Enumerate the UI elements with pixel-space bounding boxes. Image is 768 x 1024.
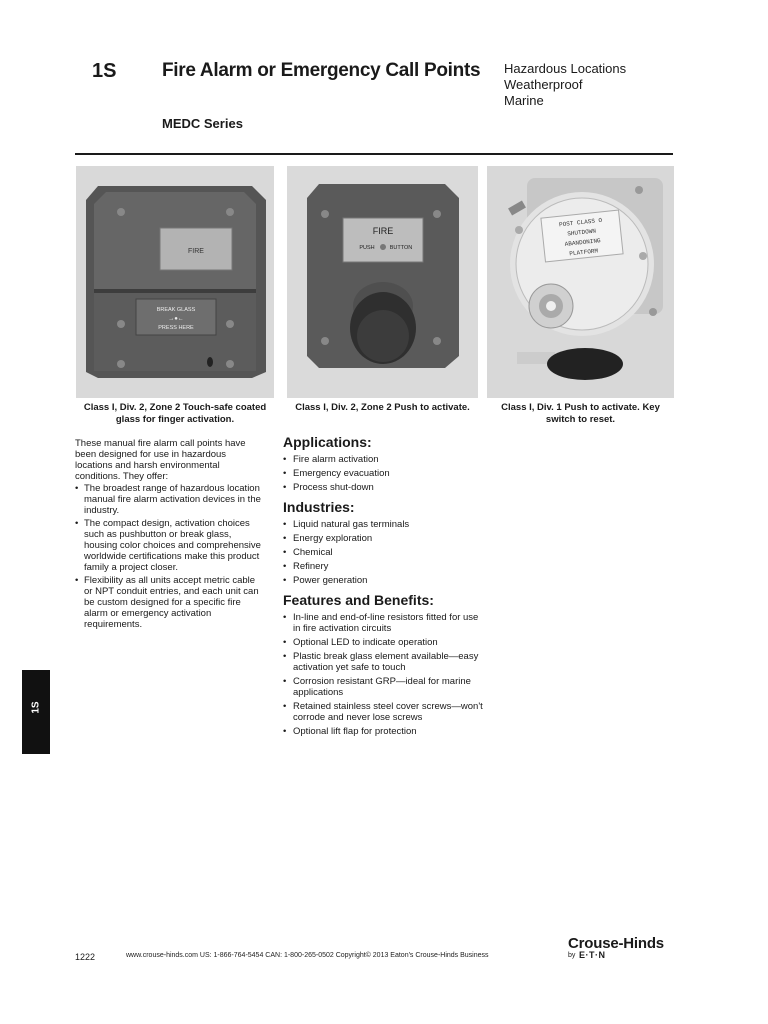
intro-bullet: • The broadest range of hazardous location manual fire alarm activation devices in the industry. <box>75 483 265 516</box>
applications-item: • Fire alarm activation <box>283 454 483 465</box>
applications-heading: Applications: <box>283 434 372 450</box>
brand-logo: Crouse-Hinds <box>568 935 664 952</box>
caption-pushbutton: Class I, Div. 2, Zone 2 Push to activate. <box>295 402 470 413</box>
page-number: 1222 <box>75 952 96 962</box>
features-item: • Plastic break glass element available—easy activation yet safe to touch <box>283 651 483 673</box>
industries-item: • Liquid natural gas terminals <box>283 519 483 530</box>
photo-3-plate-line-3: ABANDONING <box>564 237 601 248</box>
location-hazardous: Hazardous Locations <box>504 61 627 76</box>
intro-list <box>75 483 265 630</box>
footer-contact-line: www.crouse-hinds.com US: 1-866-764-5454 CAN: 1-800-265-0502 Copyright© 2013 Eaton's Crouse-Hinds Business <box>126 952 489 959</box>
industries-item: • Power generation <box>283 575 483 586</box>
features-item: • In-line and end-of-line resistors fitted for use in fire activation circuits <box>283 612 483 634</box>
intro-paragraph: These manual fire alarm call points have been designed for use in hazardous locations and harsh environmental conditions. They offer: <box>75 438 246 482</box>
photo-3-plate-line-4: PLATFORM <box>569 247 599 258</box>
features-heading: Features and Benefits: <box>283 592 434 608</box>
photo-2-plate-button-text: BUTTON <box>389 245 413 251</box>
page-title: Fire Alarm or Emergency Call Points <box>162 60 481 81</box>
section-side-tab <box>22 670 50 754</box>
industries-item: • Refinery <box>283 561 483 572</box>
section-code: 1S <box>92 60 117 82</box>
industries-list <box>283 519 483 586</box>
intro-section <box>75 438 265 632</box>
intro-bullet: • Flexibility as all units accept metric cable or NPT conduit entries, and each unit can be custom designed for a specific fire alarm or emergency activation requirements. <box>75 575 265 630</box>
features-list <box>283 612 483 737</box>
header-divider <box>75 153 673 155</box>
photo-2-plate-fire-text: FIRE <box>372 226 394 236</box>
svg-text:→●←: →●← <box>168 316 184 322</box>
photo-3-plate-line-2: SHUTDOWN <box>566 227 597 238</box>
photo-1-press-here-text: PRESS HERE <box>158 325 194 331</box>
product-photo-pushbutton <box>287 166 478 398</box>
caption-key-switch: Class I, Div. 1 Push to activate. Key switch to reset. <box>501 402 660 425</box>
features-item: • Retained stainless steel cover screws—won't corrode and never lose screws <box>283 701 483 723</box>
industries-item: • Energy exploration <box>283 533 483 544</box>
location-ratings <box>504 61 626 109</box>
photo-2-plate-push-text: PUSH <box>359 245 375 251</box>
brand-by-text: by <box>568 952 576 959</box>
photo-3-plate-line-1: POST CLASS O <box>558 216 603 229</box>
photo-1-break-glass-text: BREAK GLASS <box>156 307 196 313</box>
applications-list <box>283 454 483 493</box>
industries-item: • Chemical <box>283 547 483 558</box>
features-item: • Optional LED to indicate operation <box>283 637 483 648</box>
location-marine: Marine <box>504 93 544 108</box>
series-subtitle: MEDC Series <box>162 116 243 131</box>
location-weatherproof: Weatherproof <box>504 77 583 92</box>
features-item: • Optional lift flap for protection <box>283 726 483 737</box>
photo-1-plate-text: FIRE <box>188 248 204 255</box>
caption-break-glass: Class I, Div. 2, Zone 2 Touch-safe coated glass for finger activation. <box>83 402 267 425</box>
applications-item: • Process shut-down <box>283 482 483 493</box>
product-photo-key-switch <box>487 166 674 398</box>
industries-heading: Industries: <box>283 499 355 515</box>
intro-bullet: • The compact design, activation choices such as pushbutton or break glass, housing color choices and comprehensive worldwide certifications make this product family a project closer. <box>75 518 265 573</box>
product-photo-break-glass <box>76 166 274 398</box>
details-column <box>283 434 483 743</box>
applications-item: • Emergency evacuation <box>283 468 483 479</box>
eaton-logo: E·T·N <box>579 950 606 960</box>
features-item: • Corrosion resistant GRP—ideal for marine applications <box>283 676 483 698</box>
side-tab-label: 1S <box>30 701 42 714</box>
